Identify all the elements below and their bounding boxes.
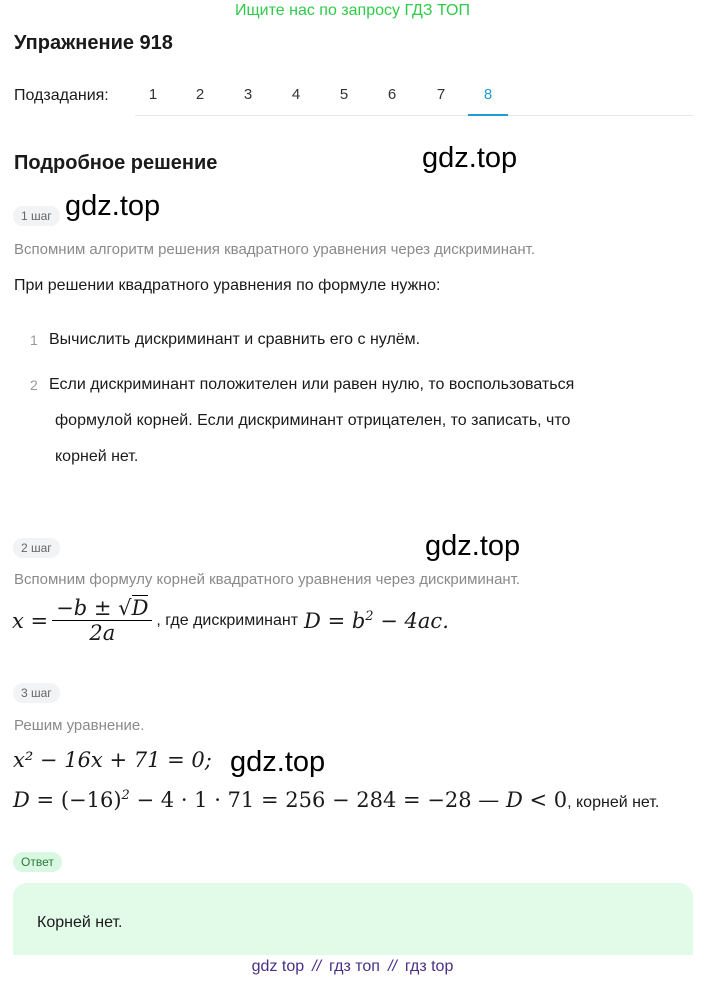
footer-item: гдз top [404, 958, 454, 975]
tab-subtask-4[interactable]: 4 [291, 86, 301, 103]
solution-heading: Подробное решение [14, 152, 218, 174]
subtasks-label: Подзадания: [14, 87, 109, 104]
top-banner: Ищите нас по запросу ГДЗ ТОП [235, 2, 470, 19]
formula-x: x = [12, 608, 49, 633]
list-item-text: формулой корней. Если дискриминант отрицателен, то записать, что [55, 412, 571, 429]
footer-separator: // [387, 958, 397, 975]
list-number: 1 [30, 332, 38, 348]
list-item-text: Вычислить дискриминант и сравнить его с нулём. [49, 331, 421, 348]
step-badge-2: 2 шаг [13, 538, 60, 558]
tab-subtask-6[interactable]: 6 [387, 86, 397, 103]
footer-separator: // [312, 958, 322, 975]
formula-text: , где дискриминант [156, 611, 299, 629]
tab-subtask-3[interactable]: 3 [243, 86, 253, 103]
root-formula [12, 596, 449, 645]
tab-subtask-5[interactable]: 5 [339, 86, 349, 103]
formula-fraction: $\frac{-b \pm √D}{2a}$ [52, 596, 152, 645]
footer-item: гдз топ [329, 958, 380, 975]
list-number: 2 [30, 377, 38, 393]
discriminant-conclusion: , корней нет. [567, 794, 660, 811]
tab-subtask-1[interactable]: 1 [148, 86, 158, 103]
footer-watermark [0, 958, 705, 976]
watermark: gdz.top [65, 190, 161, 222]
tab-subtask-7[interactable]: 7 [436, 86, 446, 103]
step-hint-1: Вспомним алгоритм решения квадратного уравнения через дискриминант. [14, 241, 536, 258]
discriminant-calc [13, 788, 659, 812]
discriminant-formula: $D = b^2 - 4ac$. [304, 608, 449, 633]
watermark: gdz.top [230, 746, 326, 778]
list-item-text: корней нет. [55, 448, 139, 465]
list-item-text: Если дискриминант положителен или равен нулю, то воспользоваться [49, 376, 575, 393]
step-hint-3: Решим уравнение. [14, 717, 145, 734]
answer-badge: Ответ [13, 852, 62, 872]
step-badge-1: 1 шаг [13, 206, 60, 226]
step-hint-2: Вспомним формулу корней квадратного уравнения через дискриминант. [14, 571, 521, 588]
step-intro: При решении квадратного уравнения по формуле нужно: [14, 277, 441, 294]
equation: x² − 16x + 71 = 0; [13, 748, 212, 772]
watermark: gdz.top [425, 530, 521, 562]
step-badge-3: 3 шаг [13, 683, 60, 703]
footer-item: gdz top [251, 958, 305, 975]
tab-subtask-2[interactable]: 2 [195, 86, 205, 103]
discriminant-equation: $D = (-16)^2 - 4 \cdot 1 \cdot 71 = 256 - 284 = -28$ — D < 0 [13, 788, 568, 812]
page-title: Упражнение 918 [14, 32, 173, 54]
watermark: gdz.top [422, 142, 518, 174]
tab-subtask-8[interactable]: 8 [468, 86, 508, 116]
answer-text: Корней нет. [37, 914, 123, 931]
